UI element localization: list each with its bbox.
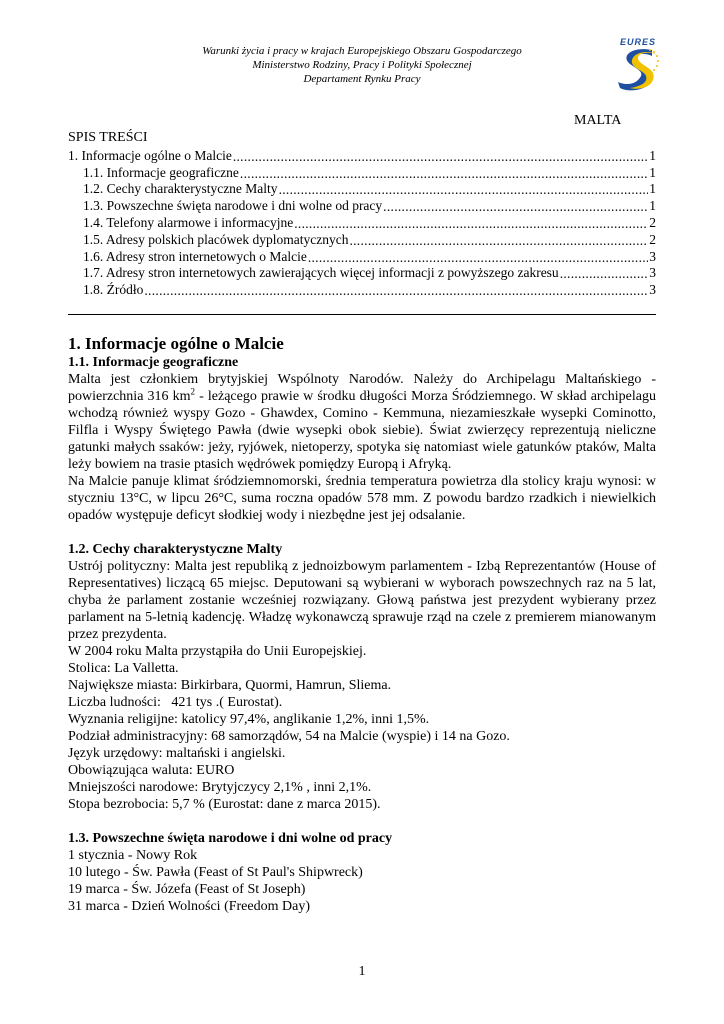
holiday-line: 19 marca - Św. Józefa (Feast of St Joseph) (68, 882, 306, 897)
text-line: Podział administracyjny: 68 samorządów, 54 na Malcie (wyspie) i 14 na Gozo. (68, 729, 510, 744)
toc-item[interactable]: 1.8. Źródło ..... 3 (68, 281, 656, 298)
header-line-3: Departament Rynku Pracy (303, 73, 421, 85)
toc-item[interactable]: 1.1. Informacje geograficzne ..... 1 (68, 164, 656, 181)
holiday-line: 1 stycznia - Nowy Rok (68, 848, 198, 863)
country-name: MALTA (574, 113, 622, 128)
section-heading: 1. Informacje ogólne o Malcie (68, 334, 284, 353)
toc-item[interactable]: 1. Informacje ogólne o Malcie ..... 1 (68, 147, 656, 164)
toc-title: SPIS TREŚCI (68, 130, 148, 145)
header-line-1: Warunki życia i pracy w krajach Europejskiego Obszaru Gospodarczego (202, 45, 522, 57)
toc-item[interactable]: 1.2. Cechy charakterystyczne Malty ..... 1 (68, 181, 656, 198)
eures-logo (612, 36, 664, 92)
text-line: Stolica: La Valletta. (68, 661, 179, 676)
paragraph: Na Malcie panuje klimat śródziemnomorski, średnia temperatura powietrza dla stolicy kraju wynosi: w styczniu 13°C, w lipcu 26°C, suma roczna opadów 578 mm. Z powodu bardzo rzadkich i niewielkich opadów występuje deficyt słodkiej wody i niezbędne jest jej odsalanie. (68, 474, 656, 523)
toc-item[interactable]: 1.4. Telefony alarmowe i informacyjne ..... 2 (68, 214, 656, 231)
paragraph: Ustrój polityczny: Malta jest republiką z jednoizbowym parlamentem - Izbą Reprezentantów (House of Representatives) liczącą 65 miejsc. Deputowani są wybierani w wyborach powszechnych raz na 5 lat, chyba że parlament zostanie wcześniej rozwiązany. Głową państwa jest prezydent wybierany przez parlament na 5-letnią kadencję. Władzę wykonawczą sprawuje rząd na czele z premierem mianowanym przez prezydenta. (68, 559, 656, 642)
document-body (68, 334, 656, 915)
toc-item[interactable]: 1.6. Adresy stron internetowych o Malcie ..... 3 (68, 248, 656, 265)
eures-logo-text: EURES (619, 37, 657, 47)
text-line: Wyznania religijne: katolicy 97,4%, anglikanie 1,2%, inni 1,5%. (68, 712, 430, 727)
subsection-heading: 1.1. Informacje geograficzne (68, 355, 239, 370)
subsection-heading: 1.2. Cechy charakterystyczne Malty (68, 542, 283, 557)
text-line: Obowiązująca waluta: EURO (68, 763, 235, 778)
toc-item[interactable]: 1.5. Adresy polskich placówek dyplomatycznych ..... 2 (68, 231, 656, 248)
toc-item[interactable]: 1.7. Adresy stron internetowych zawierających więcej informacji z powyższego zakresu ..... 3 (68, 265, 656, 282)
holiday-line: 31 marca - Dzień Wolności (Freedom Day) (68, 899, 310, 914)
holiday-line: 10 lutego - Św. Pawła (Feast of St Paul's Shipwreck) (68, 865, 363, 880)
page-number: 1 (358, 964, 366, 979)
paragraph: Malta jest członkiem brytyjskiej Wspólnoty Narodów. Należy do Archipelagu Maltańskiego - powierzchnia 316 $km^2$ - leżącego prawie w środku długości Morza Śródziemnego. W skład archipelagu wchodzą również wyspy Gozo - Ghawdex, Comino - Kemmuna, niezamieszkałe wysepki Cominotto, Filfla i Wyspy Świętego Pawła (dwie wysepki obok siebie). Świat zwierzęcy reprezentują nieliczne gatunki małych ssaków: jeży, ryjówek, nietoperzy, spotyka się natomiast wiele gatunków ptaków, Malta leży bowiem na trasie ptasich wędrówek pomiędzy Europą i Afryką. (68, 372, 657, 472)
text-line: Największe miasta: Birkirbara, Quormi, Hamrun, Sliema. (68, 678, 392, 693)
toc-item[interactable]: 1.3. Powszechne święta narodowe i dni wolne od pracy ..... 1 (68, 197, 656, 214)
divider (68, 314, 656, 315)
table-of-contents (68, 147, 656, 298)
text-line: Mniejszości narodowe: Brytyjczycy 2,1% , inni 2,1%. (68, 780, 372, 795)
text-line: Język urzędowy: maltański i angielski. (68, 746, 286, 761)
text-line: Stopa bezrobocia: 5,7 % (Eurostat: dane z marca 2015). (68, 797, 381, 812)
header-line-2: Ministerstwo Rodziny, Pracy i Polityki Społecznej (252, 59, 472, 71)
text-line: W 2004 roku Malta przystąpiła do Unii Europejskiej. (68, 644, 367, 659)
subsection-heading: 1.3. Powszechne święta narodowe i dni wolne od pracy (68, 831, 393, 846)
text-line: Liczba ludności: 421 tys .( Eurostat). (68, 695, 283, 710)
